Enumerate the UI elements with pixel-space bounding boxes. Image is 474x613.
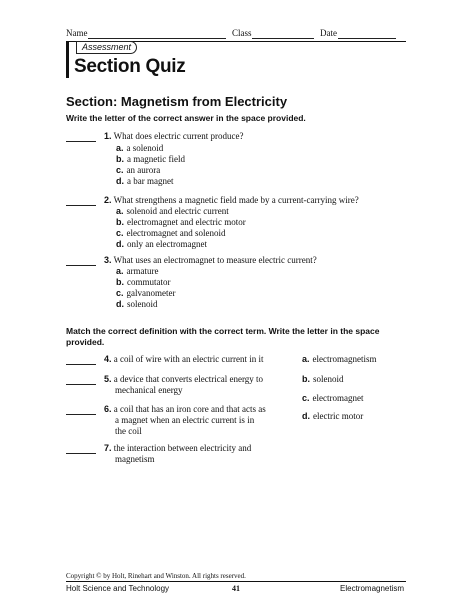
option-3a: a. armature: [116, 266, 159, 276]
publisher-text: Holt Science and Technology: [66, 584, 170, 593]
answer-blank-1[interactable]: [66, 141, 96, 142]
name-field[interactable]: [88, 38, 226, 39]
instructions-mc: Write the letter of the correct answer in the space provided.: [66, 113, 306, 123]
option-3d: d. solenoid: [116, 299, 158, 309]
title-bar: [66, 41, 69, 78]
option-2b: b. electromagnet and electric motor: [116, 217, 246, 227]
assessment-badge: Assessment: [76, 41, 137, 54]
question-2: 2. What strengthens a magnetic field made by a current-carrying wire?: [104, 195, 359, 205]
option-1c: c. an aurora: [116, 165, 161, 175]
option-1d: d. a bar magnet: [116, 176, 174, 186]
definition-6: 6. a coil that has an iron core and that acts as: [104, 404, 266, 414]
option-2a: a. solenoid and electric current: [116, 206, 229, 216]
class-field[interactable]: [252, 38, 314, 39]
instructions-matching-line2: provided.: [66, 337, 105, 347]
answer-blank-7[interactable]: [66, 453, 96, 454]
topic-text: Electromagnetism: [340, 584, 405, 593]
option-2d: d. only an electromagnet: [116, 239, 207, 249]
definition-7-cont: magnetism: [115, 454, 155, 464]
term-d: d. electric motor: [302, 411, 364, 421]
question-3: 3. What uses an electromagnet to measure electric current?: [104, 255, 317, 265]
term-a: a. electromagnetism: [302, 354, 377, 364]
option-3b: b. commutator: [116, 277, 171, 287]
copyright-text: Copyright © by Holt, Rinehart and Winston. All rights reserved.: [66, 572, 246, 580]
question-1: 1. What does electric current produce?: [104, 131, 244, 141]
definition-6-cont2: the coil: [115, 426, 142, 436]
answer-blank-6[interactable]: [66, 414, 96, 415]
instructions-matching-line1: Match the correct definition with the correct term. Write the letter in the space: [66, 326, 380, 336]
page-number: 41: [232, 584, 240, 593]
answer-blank-5[interactable]: [66, 384, 96, 385]
option-1a: a. a solenoid: [116, 143, 164, 153]
definition-5-cont: mechanical energy: [115, 385, 183, 395]
definition-7: 7. the interaction between electricity and: [104, 443, 252, 453]
date-field[interactable]: [338, 38, 396, 39]
section-title: Section: Magnetism from Electricity: [66, 94, 288, 109]
term-b: b. solenoid: [302, 374, 344, 384]
date-label: Date: [320, 28, 337, 38]
footer-rule: [66, 581, 406, 582]
answer-blank-2[interactable]: [66, 205, 96, 206]
term-c: c. electromagnet: [302, 393, 364, 403]
option-1b: b. a magnetic field: [116, 154, 185, 164]
definition-5: 5. a device that converts electrical energy to: [104, 374, 264, 384]
answer-blank-4[interactable]: [66, 364, 96, 365]
option-3c: c. galvanometer: [116, 288, 176, 298]
answer-blank-3[interactable]: [66, 265, 96, 266]
name-label: Name: [66, 28, 88, 38]
definition-4: 4. a coil of wire with an electric current in it: [104, 354, 264, 364]
definition-6-cont1: a magnet when an electric current is in: [115, 415, 255, 425]
class-label: Class: [232, 28, 252, 38]
page-title: Section Quiz: [74, 56, 186, 77]
option-2c: c. electromagnet and solenoid: [116, 228, 226, 238]
